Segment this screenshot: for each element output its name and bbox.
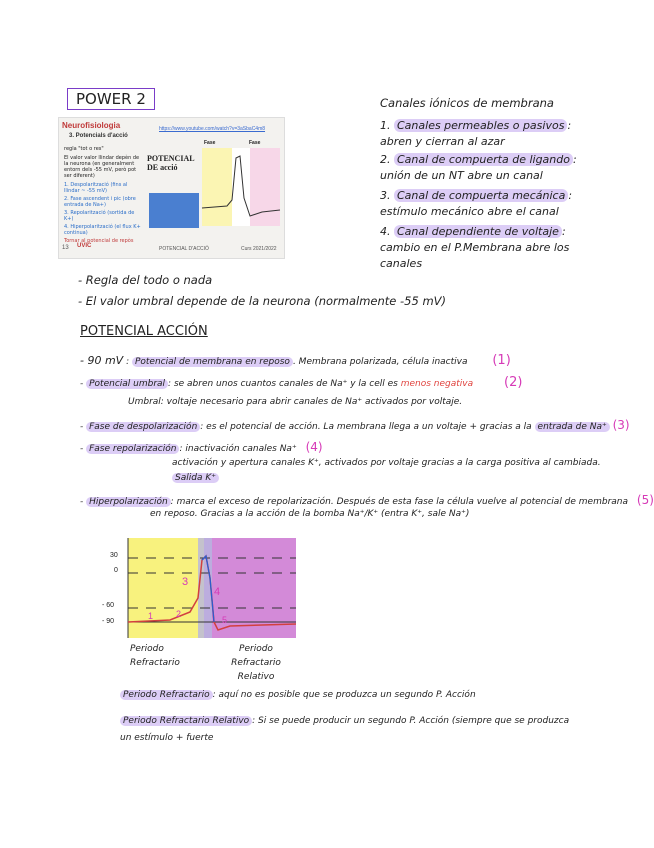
graph-label-right: Periodo Refractario Relativo [231, 644, 281, 682]
channel-item-2 [380, 152, 585, 184]
slide-phase-a: Fase [204, 140, 216, 146]
note-threshold-def: Umbral: voltaje necesario para abrir canales de Na⁺ activados por voltaje. [128, 397, 463, 407]
graph-y-label: 0 [114, 567, 118, 574]
slide-bullet: Tornar al potencial de repòs [64, 238, 134, 244]
slide-bullet: El valor valor llindar depèn de la neurona (en generalment entorn dels -55 mV, però pot ser diferent) [64, 155, 140, 179]
graph-marker: 4 [214, 586, 221, 598]
note-marker: (1) [492, 353, 511, 368]
slide-link[interactable]: https://www.youtube.com/watch?v=3aSbaC4m8 [159, 126, 266, 132]
note-highlight: Fase de despolarización [86, 422, 200, 432]
note-lead: - [80, 422, 87, 432]
graph-lines [110, 538, 300, 648]
def-text: : aquí no es posible que se produzca un segundo P. Acción [212, 690, 476, 700]
channel-num: 2. [380, 153, 391, 166]
def-relative-refractory [120, 713, 575, 747]
note-hyperpolarization [80, 493, 654, 507]
def-highlight: Periodo Refractario [120, 690, 213, 700]
note-marker: (3) [612, 418, 630, 432]
slide-page-num: 13 [62, 245, 69, 251]
page-title-text: POWER 2 [76, 90, 146, 108]
slide-center-title: POTENCIAL DE acció [147, 154, 195, 172]
note-marker: (5) [636, 493, 654, 507]
rule-all-or-nothing: - Regla del todo o nada [78, 273, 213, 287]
slide-bullets [64, 146, 144, 244]
note-text: : inactivación canales Na⁺ [179, 444, 297, 454]
channel-num: 1. [380, 119, 391, 132]
note-marker: (2) [504, 375, 523, 390]
slide-bullet: 3. Repolarització (sortida de K+) [64, 210, 135, 222]
page-title [67, 88, 155, 110]
graph-marker: 2 [176, 609, 182, 619]
note-resting: - 90 mV : Potencial de membrana en reposo . Membrana polarizada, célula inactiva (1) [80, 353, 511, 368]
channel-item-3 [380, 188, 585, 220]
note-highlight-2: entrada de Na⁺ [535, 422, 610, 432]
slide-thumbnail [58, 117, 285, 259]
note-highlight: Hiperpolarización [86, 497, 171, 507]
channel-item-1 [380, 118, 580, 150]
note-lead: - [80, 497, 87, 507]
note-repolarization-2: activación y apertura canales K⁺, activados por voltaje gracias a la carga positiva al cambiada. [172, 458, 601, 468]
slide-chart-area [202, 148, 280, 226]
note-highlight: Potencial de membrana en reposo [132, 357, 293, 367]
channel-item-4 [380, 224, 590, 272]
slide-bullet: 2. Fase ascendent i pic (obre entrada de Na+) [64, 196, 136, 208]
note-threshold [80, 375, 522, 390]
def-highlight: Periodo Refractario Relativo [120, 716, 252, 726]
channel-name: Canal de compuerta de ligando [394, 153, 573, 166]
channel-name: Canal dependiente de voltaje [394, 225, 562, 238]
slide-heading: 3. Potencials d'acció [69, 133, 128, 139]
slide-footer-mid: POTENCIAL D'ACCIÓ [159, 246, 209, 252]
slide-phase-b: Fase [249, 140, 261, 146]
channel-desc: : unión de un NT abre un canal [380, 153, 577, 182]
note-text: : marca el exceso de repolarización. Después de esta fase la célula vuelve al potencial de membrana [170, 497, 629, 507]
def-text: : Si se puede producir un segundo P. Acción (siempre que se produzca un estímulo + fuerte [120, 716, 570, 743]
slide-chart-curve [202, 148, 280, 226]
note-lead: - 90 mV [80, 354, 124, 367]
note-hyperpolarization-2: en reposo. Gracias a la acción de la bomba Na⁺/K⁺ (entra K⁺, sale Na⁺) [150, 509, 470, 519]
channel-name: Canales permeables o pasivos [394, 119, 567, 132]
channel-num: 3. [380, 189, 391, 202]
channel-num: 4. [380, 225, 391, 238]
rule-threshold: - El valor umbral depende de la neurona (normalmente -55 mV) [78, 294, 446, 308]
slide-subject: Neurofisiologia [62, 121, 121, 130]
note-highlight: Fase repolarización [86, 444, 179, 454]
note-repolarization [80, 440, 323, 454]
note-text: : es el potencial de acción. La membrana llega a un voltaje + gracias a la [200, 422, 535, 432]
graph-marker: 5 [222, 615, 228, 625]
action-potential-graph [102, 538, 300, 648]
note-text: . Membrana polarizada, célula inactiva [292, 357, 468, 367]
graph-label-left: Periodo Refractario [130, 644, 180, 668]
note-lead: - [80, 444, 87, 454]
note-marker: (4) [305, 440, 323, 454]
slide-footer-right: Curs 2021/2022 [241, 246, 277, 252]
note-depolarization [80, 418, 630, 432]
graph-y-label: - 60 [102, 602, 115, 609]
note-highlight: Potencial umbral [86, 379, 168, 389]
graph-marker: 3 [182, 576, 189, 588]
slide-logo: UVIC [77, 243, 92, 249]
graph-y-label: - 90 [102, 618, 115, 625]
note-lead: - [80, 379, 87, 389]
note-red-text: menos negativa [400, 379, 474, 389]
graph-y-label: 30 [110, 552, 118, 559]
section-title: POTENCIAL ACCIÓN [80, 324, 208, 339]
channel-desc: : estímulo mecánico abre el canal [380, 189, 573, 218]
slide-info-box [149, 193, 199, 228]
graph-marker: 1 [148, 611, 154, 621]
note-text: : se abren unos cuantos canales de Na⁺ y la cell es [168, 379, 401, 389]
slide-bullet: 1. Despolarització (fins al llindar ~ -55 mV) [64, 182, 128, 194]
slide-bullet: regla "tot o res" [64, 146, 104, 152]
channels-title: Canales iónicos de membrana [380, 96, 554, 110]
channel-desc: : abren y cierran al azar [380, 119, 572, 148]
note-highlight: Salida K⁺ [172, 473, 219, 483]
slide-bullet: 4. Hiperpolarització (el flux K+ continua) [64, 224, 141, 236]
note-repolarization-3 [172, 473, 219, 483]
def-refractory [120, 690, 476, 700]
channel-name: Canal de compuerta mecánica [394, 189, 568, 202]
channel-desc: : cambio en el P.Membrana abre los canales [380, 225, 570, 270]
